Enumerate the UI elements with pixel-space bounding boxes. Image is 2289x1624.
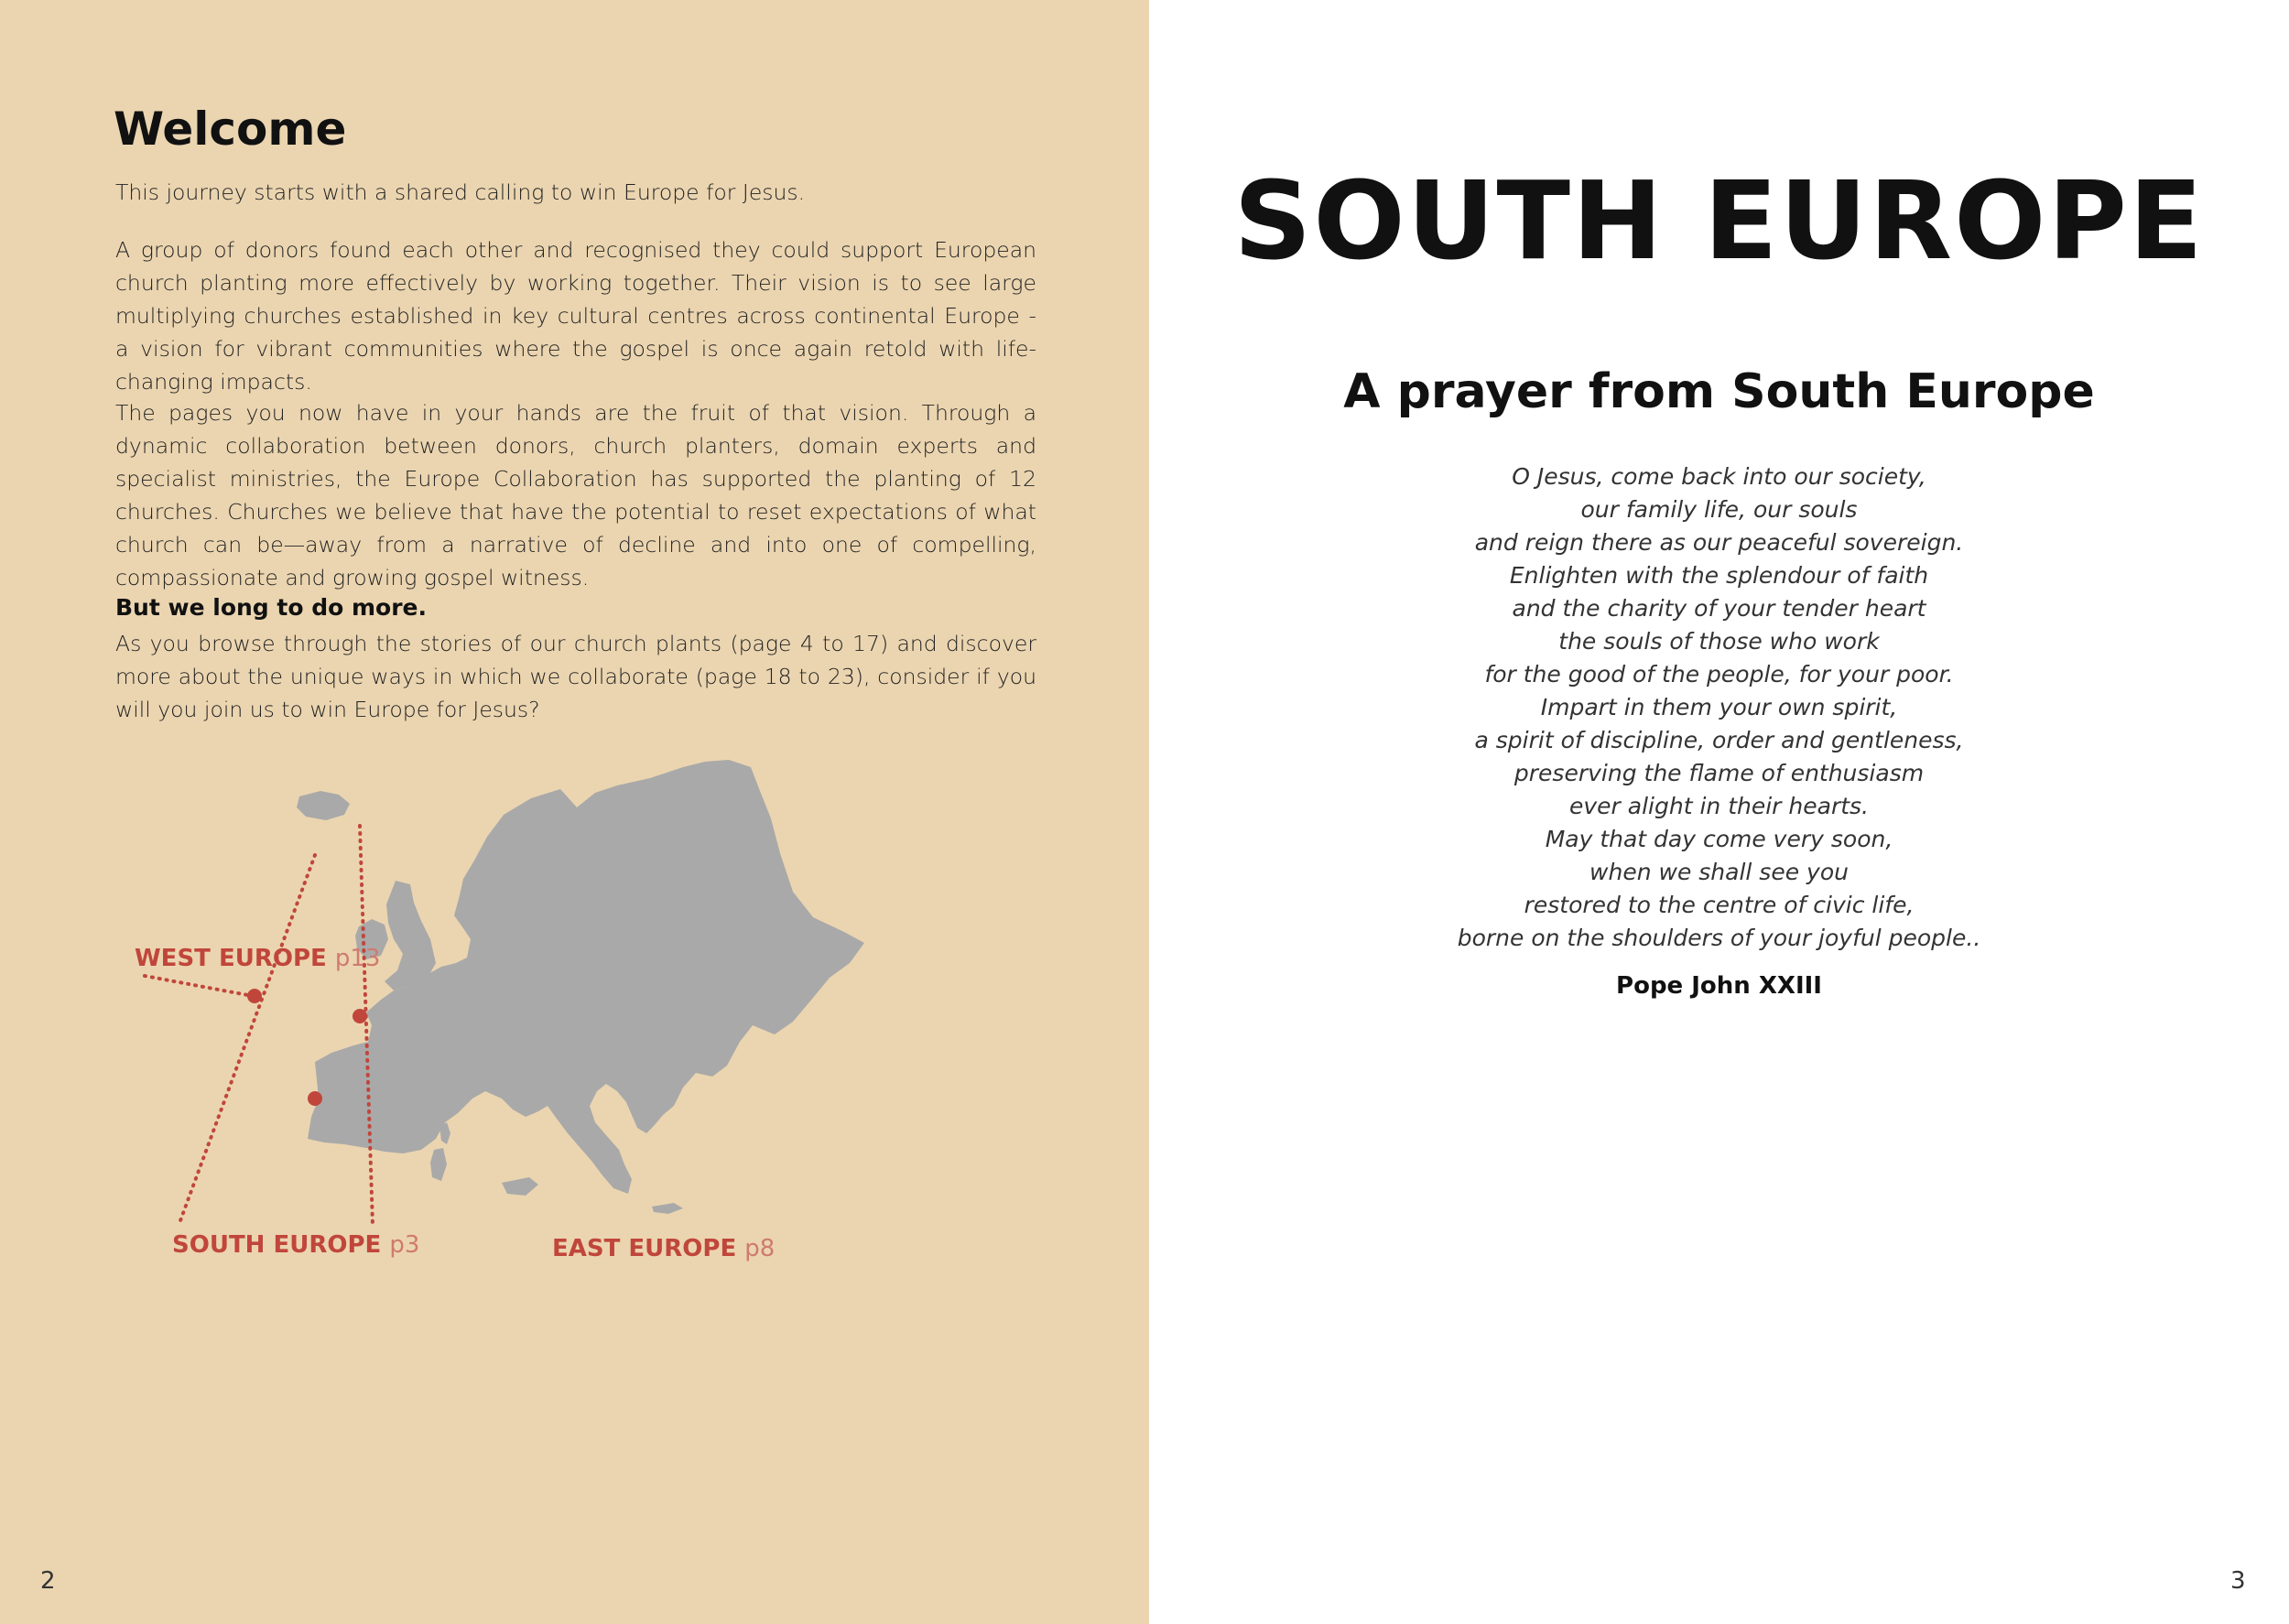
prayer-line: restored to the centre of civic life, bbox=[1524, 892, 1915, 918]
south-europe-title: SOUTH EUROPE bbox=[1233, 157, 2205, 284]
east-europe-label[interactable] bbox=[552, 1235, 775, 1262]
prayer-text bbox=[1149, 460, 2289, 955]
west-leader-line bbox=[145, 976, 253, 996]
prayer-line: and the charity of your tender heart bbox=[1512, 595, 1926, 622]
prayer-line: when we shall see you bbox=[1589, 859, 1849, 885]
europe-landmass bbox=[297, 760, 864, 1214]
prayer-author: Pope John XXIII bbox=[1616, 972, 1822, 1000]
map-leader-lines bbox=[145, 826, 373, 1225]
region-page-ref: p3 bbox=[389, 1231, 420, 1259]
prayer-line: preserving the flame of enthusiasm bbox=[1513, 760, 1925, 786]
south-leader-line bbox=[179, 855, 315, 1223]
prayer-line: the souls of those who work bbox=[1558, 628, 1880, 655]
page-number-right: 3 bbox=[2230, 1567, 2246, 1595]
region-name: EAST EUROPE bbox=[552, 1235, 737, 1262]
prayer-line: borne on the shoulders of your joyful people.. bbox=[1457, 925, 1981, 951]
welcome-title: Welcome bbox=[114, 103, 347, 156]
prayer-line: and reign there as our peaceful sovereign. bbox=[1474, 529, 1964, 556]
east-leader-line bbox=[360, 826, 373, 1225]
prayer-title: A prayer from South Europe bbox=[1343, 364, 2095, 419]
vision-paragraph: The pages you now have in your hands are the fruit of that vision. Through a dynamic collaboration between donors, church planters, domain experts and specialist ministries, the Europe Collaboration has supported the planting of 12 churches. Churches we believe that have the potential to reset expectations of what church can be—away from a narrative of decline and into one of compelling, compassionate and growing gospel witness. bbox=[115, 400, 1036, 590]
west-europe-marker bbox=[247, 989, 262, 1003]
south-europe-label[interactable] bbox=[172, 1231, 419, 1259]
prayer-line: for the good of the people, for your poor. bbox=[1484, 661, 1954, 687]
south-europe-marker bbox=[308, 1091, 322, 1106]
donors-paragraph: A group of donors found each other and recognised they could support European church planting more effectively by working together. Their vision is to see large multiplying churches established in key cultural centres across continental Europe - a vision for vibrant communities where the gospel is once again retold with life-changing impacts. bbox=[115, 237, 1036, 395]
prayer-line: a spirit of discipline, order and gentleness, bbox=[1474, 727, 1964, 753]
region-name: SOUTH EUROPE bbox=[172, 1231, 382, 1259]
long-to-do-more-heading: But we long to do more. bbox=[115, 594, 428, 621]
region-page-ref: p8 bbox=[744, 1235, 776, 1262]
region-name: WEST EUROPE bbox=[135, 945, 327, 972]
prayer-line: ever alight in their hearts. bbox=[1569, 793, 1869, 819]
prayer-line: Impart in them your own spirit, bbox=[1540, 694, 1898, 720]
prayer-line: Enlighten with the splendour of faith bbox=[1509, 562, 1929, 589]
east-europe-marker bbox=[353, 1009, 367, 1023]
prayer-line: May that day come very soon, bbox=[1545, 826, 1893, 852]
browse-paragraph: As you browse through the stories of our church plants (page 4 to 17) and discover more about the unique ways in which we collaborate (page 18 to 23), consider if you will you join us to win Europe for Jesus? bbox=[115, 631, 1036, 722]
prayer-line: O Jesus, come back into our society, bbox=[1512, 463, 1926, 490]
page-number-left: 2 bbox=[40, 1567, 56, 1595]
intro-paragraph: This journey starts with a shared calling to win Europe for Jesus. bbox=[115, 179, 806, 205]
europe-map bbox=[119, 751, 888, 1282]
prayer-line: our family life, our souls bbox=[1580, 496, 1858, 523]
region-page-ref: p13 bbox=[334, 945, 381, 972]
west-europe-label[interactable] bbox=[135, 945, 380, 972]
